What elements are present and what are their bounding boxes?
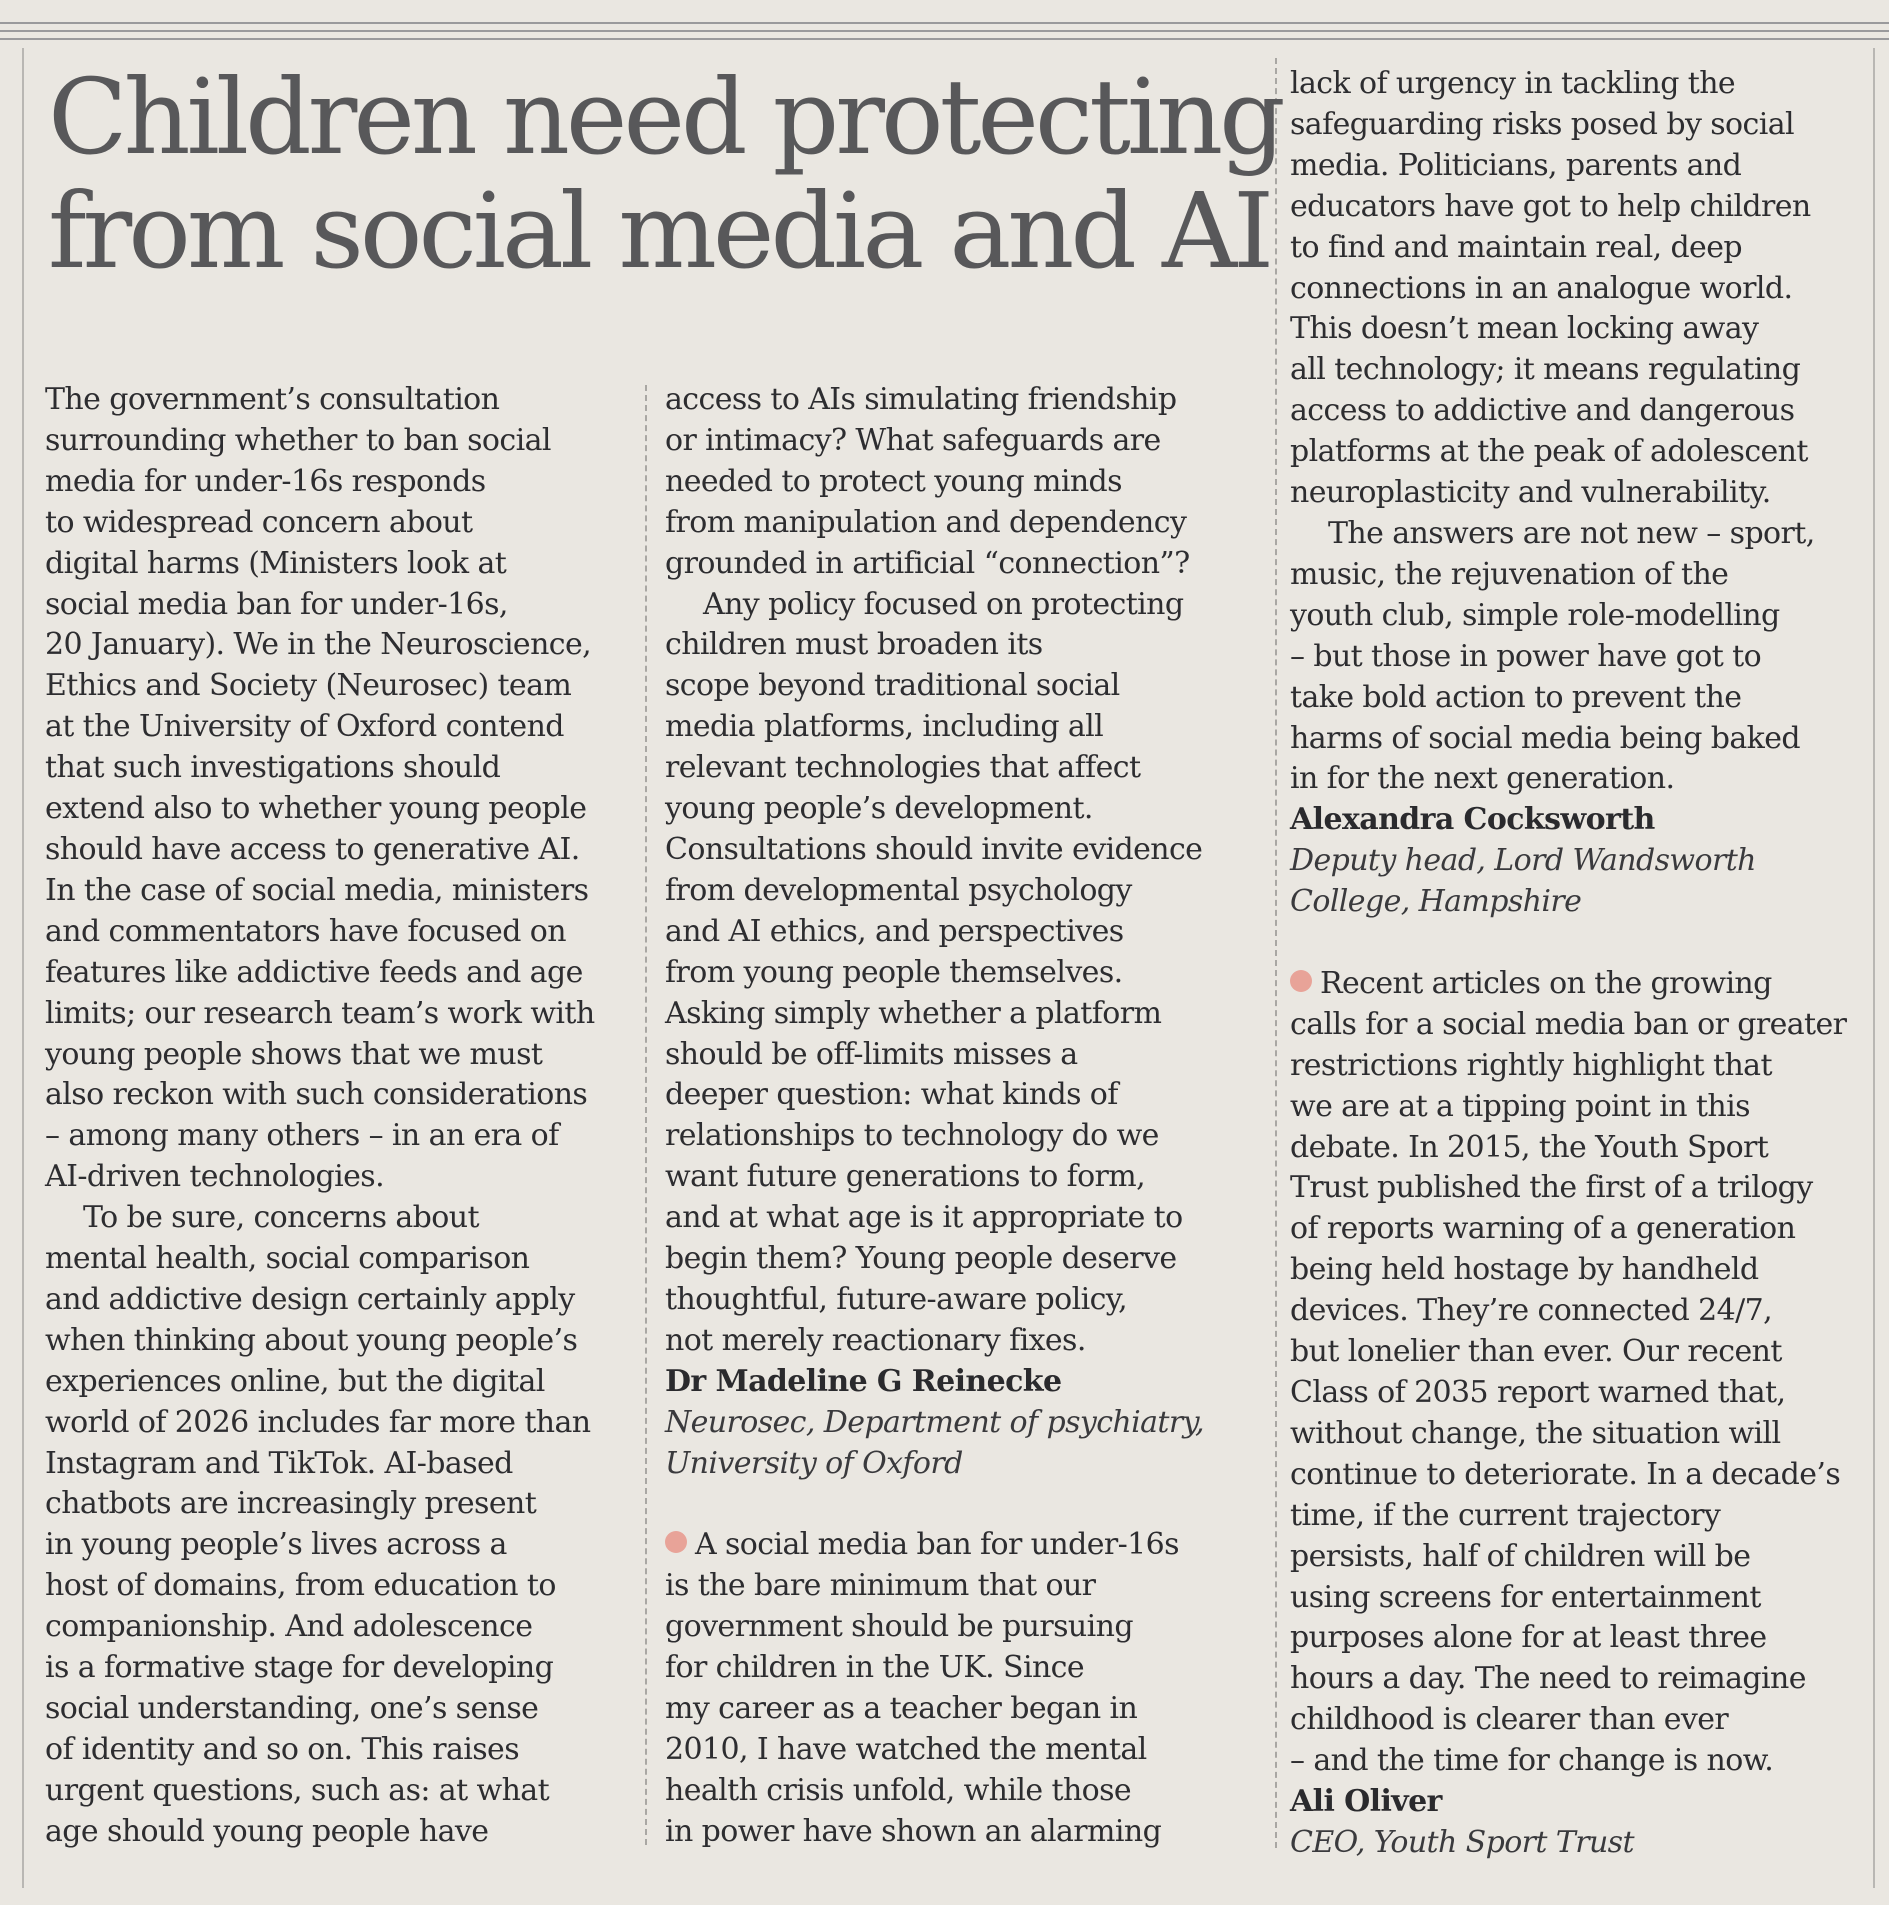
text-line: Asking simply whether a platform [665, 995, 1162, 1031]
headline-line-1: Children need protecting [48, 56, 1282, 178]
letter-gap [1290, 923, 1870, 964]
text-line: connections in an analogue world. [1290, 270, 1793, 306]
text-line: A social media ban for under-16s [695, 1527, 1179, 1563]
text-line: harms of social media being baked [1290, 720, 1800, 756]
text-line: platforms at the peak of adolescent [1290, 434, 1808, 470]
text-line: we are at a tipping point in this [1290, 1088, 1750, 1124]
text-line: companionship. And adolescence [45, 1609, 533, 1645]
text-line: of identity and so on. This raises [45, 1731, 519, 1767]
text-line: mental health, social comparison [45, 1241, 530, 1277]
letter-2-paragraph-3 [1290, 514, 1870, 800]
top-rule-2 [0, 30, 1889, 32]
text-line: In the case of social media, ministers [45, 872, 589, 908]
text-line: host of domains, from education to [45, 1568, 556, 1604]
column-divider-2 [1275, 58, 1277, 1848]
text-line: 2010, I have watched the mental [665, 1731, 1147, 1767]
text-line: debate. In 2015, the Youth Sport [1290, 1129, 1769, 1165]
text-line: of reports warning of a generation [1290, 1211, 1796, 1247]
text-line: Recent articles on the growing [1320, 965, 1772, 1001]
text-line: want future generations to form, [665, 1159, 1146, 1195]
letter-1-paragraph-2 [45, 1198, 635, 1853]
text-line: to widespread concern about [45, 504, 473, 540]
letter-2-paragraph-2 [1290, 64, 1870, 514]
signature-role-1: Neurosec, Department of psychiatry, [665, 1404, 1204, 1440]
text-line: calls for a social media ban or greater [1290, 1006, 1847, 1042]
text-line: urgent questions, such as: at what [45, 1772, 550, 1808]
text-line: persists, half of children will be [1290, 1538, 1751, 1574]
signature-name-3: Ali Oliver [1290, 1784, 1442, 1820]
text-line: features like addictive feeds and age [45, 954, 583, 990]
text-line: government should be pursuing [665, 1609, 1133, 1645]
signature-name-2: Alexandra Cocksworth [1290, 802, 1655, 838]
text-line: Class of 2035 report warned that, [1290, 1374, 1786, 1410]
article-headline [48, 56, 1282, 292]
text-line: youth club, simple role-modelling [1290, 597, 1780, 633]
text-line: world of 2026 includes far more than [45, 1404, 591, 1440]
text-line: – but those in power have got to [1290, 638, 1762, 674]
text-line: from young people themselves. [665, 954, 1123, 990]
text-line: children must broaden its [665, 627, 1043, 663]
text-line: The answers are not new – sport, [1328, 515, 1815, 551]
left-column-rule [22, 48, 24, 1888]
text-line: restrictions rightly highlight that [1290, 1047, 1772, 1083]
text-line: 20 January). We in the Neuroscience, [45, 627, 592, 663]
text-line: age should young people have [45, 1813, 489, 1849]
signature-name-1: Dr Madeline G Reinecke [665, 1363, 1062, 1399]
text-line: media platforms, including all [665, 709, 1104, 745]
bullet-dot-icon [1290, 970, 1312, 992]
column-1 [45, 380, 635, 1853]
text-line: without change, the situation will [1290, 1415, 1781, 1451]
text-line: The government’s consultation [45, 382, 500, 417]
letter-1-paragraph-4 [665, 585, 1265, 1362]
column-2 [665, 380, 1265, 1853]
text-line: surrounding whether to ban social [45, 422, 551, 458]
text-line: hours a day. The need to reimagine [1290, 1661, 1806, 1697]
text-line: devices. They’re connected 24/7, [1290, 1293, 1773, 1329]
text-line: relevant technologies that affect [665, 750, 1141, 786]
text-line: access to AIs simulating friendship [665, 382, 1177, 417]
headline-line-2: from social media and AI [48, 170, 1271, 292]
signature-role-2: Deputy head, Lord Wandsworth [1290, 843, 1756, 879]
text-line: take bold action to prevent the [1290, 679, 1742, 715]
text-line: health crisis unfold, while those [665, 1772, 1132, 1808]
text-line: purposes alone for at least three [1290, 1620, 1767, 1656]
text-line: deeper question: what kinds of [665, 1077, 1118, 1113]
letter-2-paragraph-1 [665, 1525, 1265, 1852]
text-line: – and the time for change is now. [1290, 1743, 1774, 1779]
text-line: thoughtful, future-aware policy, [665, 1281, 1128, 1317]
text-line: digital harms (Ministers look at [45, 545, 507, 581]
text-line: in young people’s lives across a [45, 1527, 507, 1563]
top-rule-3 [0, 38, 1889, 40]
text-line: extend also to whether young people [45, 791, 587, 827]
text-line: relationships to technology do we [665, 1118, 1159, 1154]
text-line: continue to deteriorate. In a decade’s [1290, 1456, 1841, 1492]
text-line: in power have shown an alarming [665, 1813, 1162, 1849]
text-line: experiences online, but the digital [45, 1363, 545, 1399]
text-line: and commentators have focused on [45, 913, 566, 949]
text-line: time, if the current trajectory [1290, 1497, 1721, 1533]
text-line: should be off-limits misses a [665, 1036, 1078, 1072]
text-line: social media ban for under-16s, [45, 586, 508, 622]
text-line: and addictive design certainly apply [45, 1281, 575, 1317]
text-line: but lonelier than ever. Our recent [1290, 1334, 1782, 1370]
text-line: not merely reactionary fixes. [665, 1322, 1086, 1358]
text-line: This doesn’t mean locking away [1290, 311, 1759, 347]
text-line: AI-driven technologies. [45, 1159, 385, 1195]
text-line: and AI ethics, and perspectives [665, 913, 1124, 949]
text-line: to find and maintain real, deep [1290, 229, 1742, 265]
text-line: when thinking about young people’s [45, 1322, 578, 1358]
text-line: in for the next generation. [1290, 761, 1675, 797]
text-line: from manipulation and dependency [665, 504, 1187, 540]
text-line: is a formative stage for developing [45, 1650, 554, 1686]
text-line: my career as a teacher began in [665, 1690, 1138, 1726]
text-line: Any policy focused on protecting [703, 586, 1184, 622]
text-line: scope beyond traditional social [665, 668, 1120, 704]
text-line: or intimacy? What safeguards are [665, 422, 1161, 458]
text-line: using screens for entertainment [1290, 1579, 1761, 1615]
letter-3-paragraph-1 [1290, 964, 1870, 1782]
signature-role-3: CEO, Youth Sport Trust [1290, 1824, 1634, 1860]
letter-gap [665, 1484, 1265, 1525]
text-line: chatbots are increasingly present [45, 1486, 537, 1522]
right-column-rule [1873, 48, 1875, 1888]
text-line: educators have got to help children [1290, 188, 1811, 224]
text-line: Trust published the first of a trilogy [1290, 1170, 1813, 1206]
text-line: music, the rejuvenation of the [1290, 556, 1729, 592]
text-line: Ethics and Society (Neurosec) team [45, 668, 572, 704]
text-line: media for under-16s responds [45, 463, 486, 499]
text-line: access to addictive and dangerous [1290, 393, 1795, 429]
text-line: all technology; it means regulating [1290, 352, 1801, 388]
letter-1-paragraph-1 [45, 380, 635, 1198]
column-divider-1 [645, 385, 647, 1845]
text-line: limits; our research team’s work with [45, 995, 595, 1031]
text-line: Consultations should invite evidence [665, 831, 1203, 867]
signature-role-1: University of Oxford [665, 1445, 963, 1481]
text-line: also reckon with such considerations [45, 1077, 588, 1113]
text-line: neuroplasticity and vulnerability. [1290, 475, 1771, 511]
text-line: – among many others – in an era of [45, 1118, 559, 1154]
column-3 [1290, 64, 1870, 1864]
top-rule-1 [0, 22, 1889, 24]
text-line: safeguarding risks posed by social [1290, 106, 1794, 142]
bullet-dot-icon [665, 1531, 687, 1553]
text-line: at the University of Oxford contend [45, 709, 564, 745]
text-line: To be sure, concerns about [83, 1200, 479, 1236]
text-line: being held hostage by handheld [1290, 1252, 1759, 1288]
text-line: for children in the UK. Since [665, 1650, 1085, 1686]
text-line: grounded in artificial “connection”? [665, 545, 1190, 581]
text-line: Instagram and TikTok. AI-based [45, 1445, 513, 1481]
text-line: media. Politicians, parents and [1290, 147, 1742, 183]
text-line: should have access to generative AI. [45, 831, 580, 867]
text-line: childhood is clearer than ever [1290, 1702, 1729, 1738]
text-line: begin them? Young people deserve [665, 1241, 1177, 1277]
text-line: needed to protect young minds [665, 463, 1122, 499]
text-line: young people shows that we must [45, 1036, 543, 1072]
signature-role-2: College, Hampshire [1290, 884, 1582, 920]
text-line: young people’s development. [665, 791, 1093, 827]
text-line: from developmental psychology [665, 872, 1132, 908]
text-line: that such investigations should [45, 750, 501, 786]
text-line: lack of urgency in tackling the [1290, 66, 1736, 101]
text-line: and at what age is it appropriate to [665, 1200, 1183, 1236]
text-line: is the bare minimum that our [665, 1568, 1096, 1604]
letter-1-paragraph-3 [665, 380, 1265, 585]
text-line: social understanding, one’s sense [45, 1691, 539, 1726]
